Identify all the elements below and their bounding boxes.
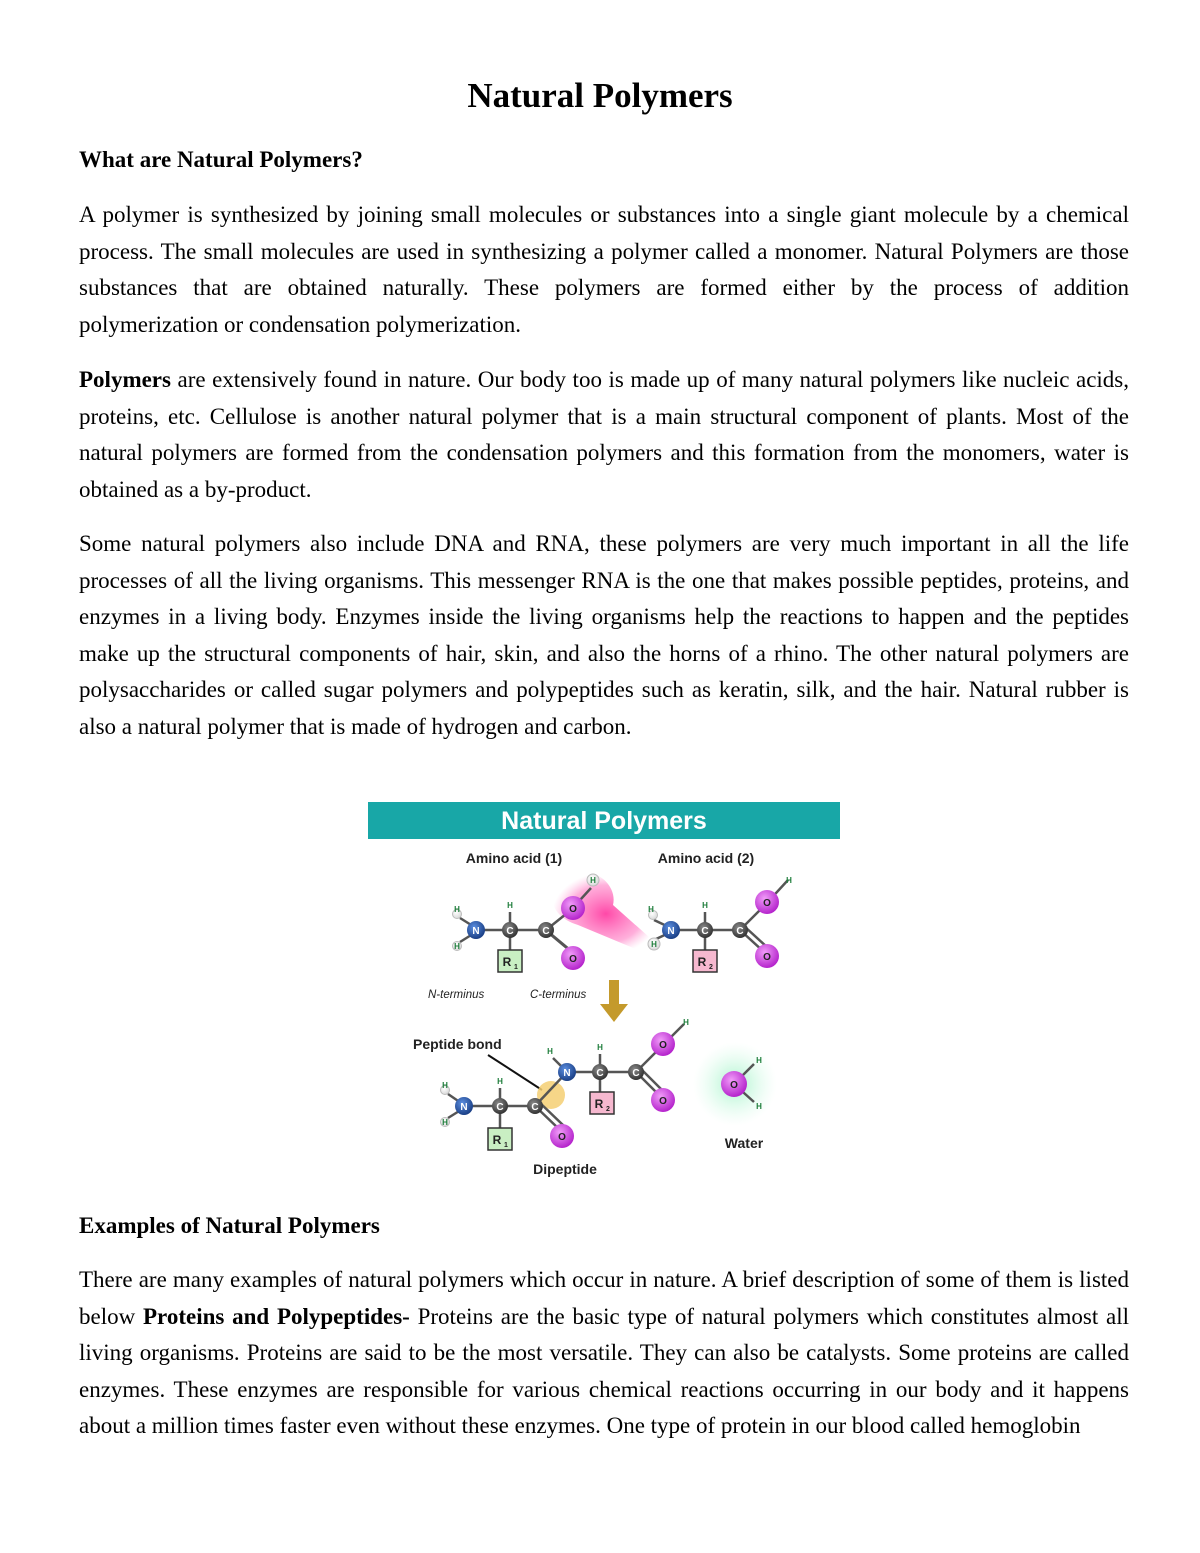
hydrogen-label: H [442,1118,448,1127]
r2-subscript: 2 [709,964,713,971]
carbon-label: C [736,926,744,937]
r1-label: R [492,1133,502,1147]
carbon-label: C [596,1068,604,1079]
paragraph-2-bold: Polymers [79,367,171,392]
peptide-bond-pointer [488,1055,542,1090]
carbon-label: C [506,926,514,937]
carbon-label: C [531,1102,539,1113]
oxygen-label: O [659,1096,667,1107]
label-c-terminus: C-terminus [530,989,587,1001]
oxygen-label: O [569,904,577,915]
hydrogen-label: H [702,901,708,910]
r1-subscript: 1 [514,964,518,971]
label-amino-acid-2: Amino acid (2) [657,850,755,866]
label-water: Water [724,1135,764,1151]
paragraph-4-text: Proteins are the basic type of natural polymers which constitutes almost all living organisms. Proteins are said to be the most versatile. They can also be catalysts. Some proteins are called enzymes. These enzymes are responsible for various chemical reactions occurring in our body and it happens about a million times faster even without these enzymes. One type of protein in our blood called hemoglobin [79,1303,1129,1439]
reaction-arrow [600,980,628,1022]
label-dipeptide: Dipeptide [533,1161,597,1177]
label-amino-acid-1: Amino acid (1) [465,850,563,866]
nitrogen-label: N [563,1068,571,1079]
figure-title: Natural Polymers [501,807,707,835]
paragraph-4-bold: Proteins and Polypeptides- [142,1303,410,1329]
carbon-label: C [701,926,709,937]
hydrogen-label: H [442,1081,448,1090]
carbon-label: C [632,1068,640,1079]
r1-subscript: 1 [504,1142,508,1149]
hydrogen-label: H [454,942,460,951]
r1-label: R [502,955,512,969]
oxygen-label: O [569,954,577,965]
peptide-bond-figure [368,800,840,1185]
section-heading-examples: Examples of Natural Polymers [79,1213,380,1238]
hydrogen-label: H [590,876,596,885]
paragraph-2-text: are extensively found in nature. Our body too is made up of many natural polymers like nucleic acids, proteins, etc. Cellulose is another natural polymer that is a main structural component of plants. Most of the natural polymers are formed from the condensation polymers and this formation from the monomers, water is obtained as a by-product. [79,367,1129,502]
paragraph-2 [79,362,1129,508]
hydrogen-label: H [497,1077,503,1086]
paragraph-3: Some natural polymers also include DNA and RNA, these polymers are very much important in all the life processes of all the living organisms. This messenger RNA is the one that makes possible peptides, proteins, and enzymes in a living body. Enzymes inside the living organisms help the reactions to happen and the peptides make up the structural components of hair, skin, and also the horns of a rhino. The other natural polymers are polysaccharides or called sugar polymers and polypeptides such as keratin, silk, and the hair. Natural rubber is also a natural polymer that is made of hydrogen and carbon. [79,531,1129,739]
nitrogen-label: N [667,926,675,937]
paragraph-1: A polymer is synthesized by joining small molecules or substances into a single giant molecule by a chemical process. The small molecules are used in synthesizing a polymer called a monomer. Natural Polymers are those substances that are obtained naturally. These polymers are formed either by the process of addition polymerization or condensation polymerization. [79,202,1129,337]
oxygen-label: O [763,898,771,909]
paragraph-4-start: There are many examples of natural polymers which occur in nature. A brief description of some of them is listed below [79,1267,1129,1329]
r2-subscript: 2 [606,1106,610,1113]
oxygen-label: O [763,952,771,963]
hydrogen-label: H [507,901,513,910]
oxygen-label: O [659,1040,667,1051]
hydrogen-label: H [547,1047,553,1056]
hydrogen-label: H [454,905,460,914]
oxygen-label: O [730,1080,738,1091]
section-heading-what-are: What are Natural Polymers? [79,147,363,172]
hydrogen-label: H [786,876,792,885]
oxygen-label: O [558,1132,566,1143]
hydrogen-label: H [648,905,654,914]
hydrogen-label: H [597,1043,603,1052]
carbon-label: C [496,1102,504,1113]
carbon-label: C [542,926,550,937]
nitrogen-label: N [472,926,480,937]
r2-label: R [594,1097,604,1111]
r2-label: R [697,955,707,969]
hydrogen-label: H [683,1018,689,1027]
paragraph-4 [79,1262,1129,1445]
page-title: Natural Polymers [467,76,733,115]
hydrogen-label: H [651,940,657,949]
nitrogen-label: N [460,1102,468,1113]
hydrogen-label: H [756,1056,762,1065]
label-n-terminus: N-terminus [428,989,485,1001]
label-peptide-bond: Peptide bond [413,1036,502,1052]
hydrogen-label: H [756,1102,762,1111]
